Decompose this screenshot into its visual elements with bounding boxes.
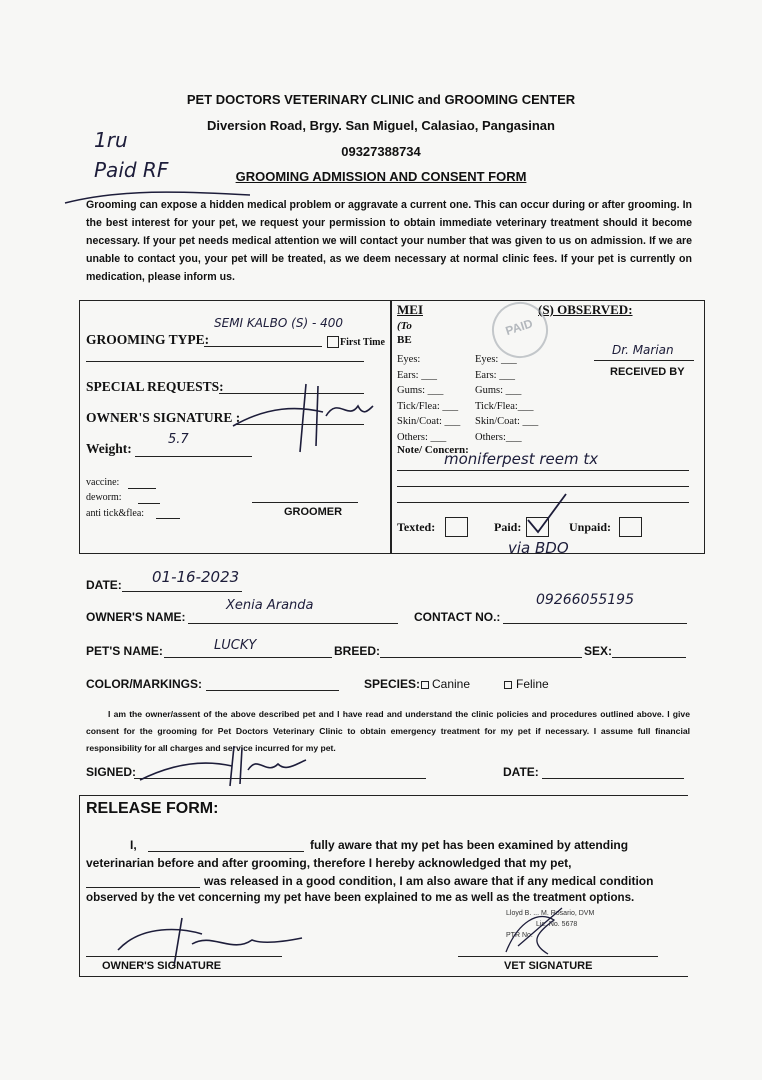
- texted-label: Texted:: [397, 520, 436, 534]
- panel-divider: [390, 300, 392, 553]
- weight-label: Weight:: [86, 441, 132, 456]
- sex-label: SEX:: [584, 644, 613, 658]
- note-label: Note/ Concern:: [397, 444, 469, 456]
- obs-others-after: Others:___: [475, 431, 522, 443]
- payment-note: via BDO: [508, 539, 569, 557]
- obs-col-1: [397, 352, 460, 445]
- release-line2: veterinarian before and after grooming, therefore I hereby acknowledged that my pet,: [86, 856, 572, 870]
- obs-ears-after: Ears: ___: [475, 369, 515, 381]
- pet-name-field[interactable]: [164, 657, 332, 658]
- note-line-1: [397, 470, 689, 471]
- vet-sig-line: [458, 956, 658, 957]
- paid-stamp: PAID: [485, 295, 556, 366]
- date2-label: DATE:: [503, 765, 539, 779]
- pet-name-value: LUCKY: [214, 638, 257, 653]
- vet-stamp-line-1: Lloyd B. ... M. Rosario, DVM: [506, 910, 595, 917]
- release-line3-suffix: was released in a good condition, I am also aware that if any medical condition: [204, 874, 654, 888]
- owner-signature-scribble: [228, 376, 378, 456]
- paid-label: Paid:: [494, 520, 522, 534]
- pet-name-label: PET'S NAME:: [86, 644, 163, 658]
- breed-label: BREED:: [334, 644, 381, 658]
- release-owner-name-field[interactable]: [148, 851, 304, 852]
- obs-skin-after: Skin/Coat: ___: [475, 416, 539, 427]
- date-field[interactable]: [122, 591, 242, 592]
- vet-stamp-line-2: Lic. No. 5678: [536, 921, 578, 928]
- obs-col-2: [475, 352, 538, 445]
- first-time-label: First Time: [340, 337, 385, 348]
- received-by-label: RECEIVED BY: [610, 366, 685, 378]
- form-title: GROOMING ADMISSION AND CONSENT FORM: [235, 169, 527, 184]
- observed-sub-1: (To: [397, 320, 412, 332]
- deworm-label: deworm:: [86, 492, 122, 503]
- vaccine-label: vaccine:: [86, 477, 120, 488]
- received-by-name: Dr. Marian: [612, 343, 674, 357]
- observed-title-start: MEI: [397, 302, 423, 317]
- texted-checkbox[interactable]: [445, 517, 468, 537]
- date-value: 01-16-2023: [152, 568, 240, 586]
- obs-gums-after: Gums: ___: [475, 385, 522, 396]
- obs-eyes-after: Eyes: ___: [475, 354, 517, 365]
- vet-sig-label: VET SIGNATURE: [504, 960, 593, 972]
- obs-tick-after: Tick/Flea:___: [475, 400, 534, 412]
- date2-field[interactable]: [542, 778, 684, 779]
- paid-check-mark: [522, 490, 572, 540]
- special-requests-label: SPECIAL REQUESTS:: [86, 379, 224, 394]
- canine-label: Canine: [432, 677, 471, 691]
- groomer-line: [252, 502, 358, 503]
- feline-label: Feline: [516, 677, 549, 691]
- grooming-type-line: [204, 346, 322, 347]
- signed-label: SIGNED:: [86, 765, 137, 779]
- owner-name-field[interactable]: [188, 623, 398, 624]
- obs-gums-before: Gums: ___: [397, 385, 444, 396]
- observed-sub-2: BE: [397, 334, 412, 346]
- margin-note-2: Paid RF: [94, 158, 169, 182]
- received-by-line: [594, 360, 694, 361]
- unpaid-label: Unpaid:: [569, 520, 612, 534]
- anti-tick-label: anti tick&flea:: [86, 508, 145, 519]
- obs-eyes-before: Eyes:: [397, 354, 421, 365]
- release-line1-suffix: fully aware that my pet has been examined by attending: [310, 838, 629, 852]
- weight-value: 5.7: [168, 432, 189, 447]
- color-label: COLOR/MARKINGS:: [86, 677, 202, 691]
- contact-label: CONTACT NO.:: [414, 610, 501, 624]
- intro-paragraph: Grooming can expose a hidden medical problem or aggravate a current one. This can occur during or after grooming. In the best interest for your pet, we request your permission to obtain immediate veterinary treatment should it become necessary. If your pet needs medical attention we will contact your number that was given to us on admission. If we are unable to contact you, your pet will be treated, as we deem necessary at normal clinic fees. If your pet is currently on medication, please inform us.: [86, 199, 692, 283]
- release-pet-name-field[interactable]: [86, 887, 200, 888]
- obs-tick-before: Tick/Flea: ___: [397, 400, 459, 412]
- release-line1-prefix: I,: [130, 838, 137, 852]
- release-line4: observed by the vet concerning my pet have been explained to me as well as the treatment options.: [86, 891, 635, 904]
- groomer-label: GROOMER: [284, 506, 343, 518]
- deworm-field[interactable]: [138, 503, 160, 504]
- owner-signature-label: OWNER'S SIGNATURE :: [86, 410, 241, 425]
- note-line-2: [397, 486, 689, 487]
- obs-skin-before: Skin/Coat: ___: [397, 416, 461, 427]
- grooming-type-line-2: [86, 361, 364, 362]
- canine-checkbox[interactable]: [421, 681, 429, 689]
- clinic-name: PET DOCTORS VETERINARY CLINIC and GROOMING CENTER: [186, 92, 576, 107]
- unpaid-checkbox[interactable]: [619, 517, 642, 537]
- species-label: SPECIES:: [364, 677, 421, 691]
- margin-note-1: 1ru: [94, 128, 128, 152]
- consent-paragraph: I am the owner/assent of the above described pet and I have read and understand the clinic policies and procedures outlined above. I give consent for the grooming for Pet Doctors Veterinary Clinic to obtain emergency treatment for my pet if necessary. I assume full financial responsibility for all charges and service incurred for my pet.: [86, 709, 690, 753]
- clinic-address: Diversion Road, Brgy. San Miguel, Calasiao, Pangasinan: [207, 118, 555, 133]
- vaccine-field[interactable]: [128, 488, 156, 489]
- grooming-type-label: GROOMING TYPE:: [86, 332, 210, 347]
- vet-signature-scribble: [498, 902, 568, 960]
- anti-tick-field[interactable]: [156, 518, 180, 519]
- sex-field[interactable]: [612, 657, 686, 658]
- observed-title-end: (S) OBSERVED:: [538, 302, 633, 317]
- vet-stamp-line-3: PTR No.: [506, 932, 533, 939]
- note-value[interactable]: moniferpest reem tx: [444, 450, 599, 468]
- contact-field[interactable]: [503, 623, 687, 624]
- release-title: RELEASE FORM:: [86, 800, 219, 817]
- owner-sig-label: OWNER'S SIGNATURE: [102, 960, 222, 972]
- color-field[interactable]: [206, 690, 339, 691]
- grooming-type-value[interactable]: SEMI KALBO (S) - 400: [214, 316, 344, 330]
- contact-value: 09266055195: [536, 592, 634, 608]
- owner-sig-line: [86, 956, 282, 957]
- date-label: DATE:: [86, 578, 122, 592]
- obs-others-before: Others: ___: [397, 431, 447, 443]
- clinic-phone: 09327388734: [341, 144, 421, 159]
- obs-ears-before: Ears: ___: [397, 369, 437, 381]
- breed-field[interactable]: [380, 657, 582, 658]
- first-time-checkbox[interactable]: [327, 336, 339, 348]
- signed-scribble: [136, 740, 316, 790]
- owner-name-value: Xenia Aranda: [226, 598, 314, 613]
- weight-field[interactable]: [135, 456, 252, 457]
- feline-checkbox[interactable]: [504, 681, 512, 689]
- owner-name-label: OWNER'S NAME:: [86, 610, 186, 624]
